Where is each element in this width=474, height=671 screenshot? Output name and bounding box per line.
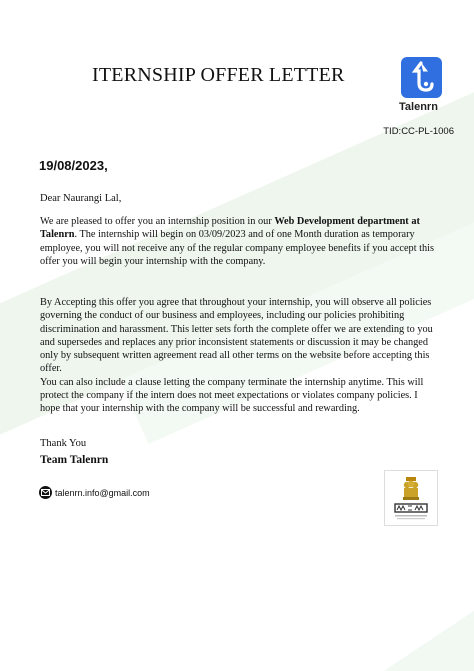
greeting: Dear Naurangi Lal, bbox=[40, 193, 122, 204]
signoff: Team Talenrn bbox=[40, 454, 109, 466]
contact-email[interactable] bbox=[39, 486, 150, 499]
paragraph-offer-text-cont: . The internship will begin on 03/09/2023 and of one Month duration as temporary employee, you will not receive any of the regular company employee benefits if you accept this offer you will begin your internship with the company. bbox=[40, 229, 435, 267]
talenrn-logo bbox=[401, 57, 442, 98]
paragraph-terms-text: By Accepting this offer you agree that throughout your internship, you will observe all policies governing the conduct of our business and employees, including our policies prohibiting discrimination and harassment. This letter sets forth the complete offer we are extending to you and supersedes and replaces any prior inconsistent statements or discussion it may be changed only by subsequent written agreement read all other terms on the website before accepting this offer. bbox=[40, 297, 433, 375]
department-name: Web Development department at Talenrn bbox=[40, 216, 420, 241]
closing: Thank You bbox=[40, 438, 87, 449]
background-corner bbox=[384, 611, 474, 671]
tracking-id: TID:CC-PL-1006 bbox=[383, 126, 454, 137]
envelope-icon bbox=[39, 486, 52, 499]
paragraph-terms bbox=[40, 296, 435, 416]
paragraph-termination-text: You can also include a clause letting the company terminate the internship anytime. This will protect the company if the intern does not meet expectations or violates company policies. I hope that your internship with the company will be successful and rewarding. bbox=[40, 376, 424, 415]
page-title: ITERNSHIP OFFER LETTER bbox=[92, 64, 345, 86]
logo-name: Talenrn bbox=[399, 101, 438, 113]
talenrn-logo-icon bbox=[401, 57, 442, 98]
letter-date: 19/08/2023, bbox=[39, 158, 108, 173]
paragraph-offer-text: We are pleased to offer you an internship position in our bbox=[40, 216, 275, 227]
paragraph-offer bbox=[40, 215, 435, 268]
email-address[interactable]: talenrn.info@gmail.com bbox=[55, 487, 150, 498]
emblem-icon bbox=[385, 471, 437, 525]
msme-logo bbox=[384, 470, 438, 526]
